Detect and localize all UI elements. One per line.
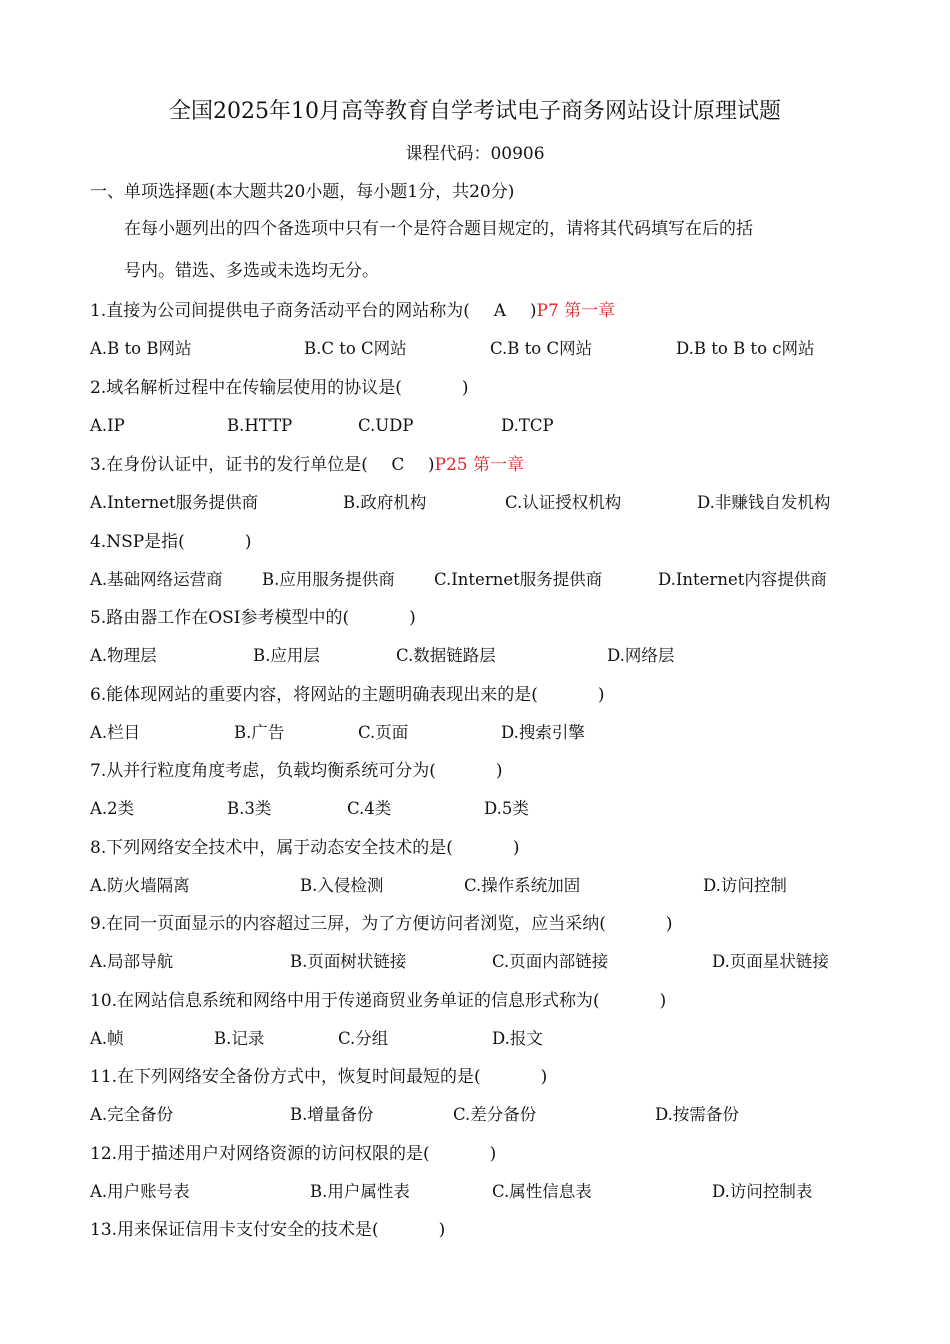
option-d: D.5类 [484,799,529,818]
closing-paren: ) [438,1220,446,1240]
option-b: B.C to C网站 [304,339,407,358]
option-d: D.按需备份 [655,1105,739,1124]
question-6 [90,683,605,707]
option-c: C.属性信息表 [492,1182,592,1201]
option-a: A.IP [90,416,125,435]
question-stem: 13.用来保证信用卡支付安全的技术是( [90,1220,379,1240]
option-a: A.2类 [90,799,135,818]
answer-blank: C [391,455,405,475]
options-row-1 [90,337,890,361]
question-stem: 9.在同一页面显示的内容超过三屏，为了方便访问者浏览，应当采纳( [90,914,606,934]
option-d: D.搜索引擎 [501,723,585,742]
option-c: C.页面内部链接 [492,952,609,971]
option-b: B.应用层 [253,646,320,665]
question-stem: 10.在网站信息系统和网络中用于传递商贸业务单证的信息形式称为( [90,991,600,1011]
options-row-2 [90,414,890,438]
option-d: D.访问控制 [703,876,787,895]
closing-paren: ) [659,991,667,1011]
option-a: A.Internet服务提供商 [90,493,259,512]
option-d: D.报文 [492,1029,543,1048]
question-stem: 4.NSP是指( [90,532,185,552]
options-row-12 [90,1180,890,1204]
page-reference-note: P7 第一章 [536,301,616,321]
option-a: A.防火墙隔离 [90,876,190,895]
option-c: C.页面 [358,723,409,742]
option-c: C.差分备份 [453,1105,537,1124]
option-b: B.政府机构 [343,493,427,512]
question-stem: 7.从并行粒度角度考虑，负载均衡系统可分为( [90,761,436,781]
exam-title: 全国2025年10月高等教育自学考试电子商务网站设计原理试题 [169,99,781,124]
options-row-4 [90,568,890,592]
question-stem: 11.在下列网络安全备份方式中，恢复时间最短的是( [90,1067,481,1087]
option-c: C.B to C网站 [490,339,593,358]
question-stem: 12.用于描述用户对网络资源的访问权限的是( [90,1144,430,1164]
option-a: A.B to B网站 [90,339,192,358]
question-10 [90,989,666,1013]
options-row-5 [90,644,890,668]
options-row-9 [90,950,890,974]
closing-paren: ) [489,1144,497,1164]
closing-paren: ) [597,685,605,705]
option-c: C.4类 [347,799,392,818]
question-stem: 6.能体现网站的重要内容，将网站的主题明确表现出来的是( [90,685,538,705]
closing-paren: ) [244,532,252,552]
option-d: D.页面星状链接 [712,952,829,971]
option-b: B.HTTP [227,416,293,435]
question-12 [90,1142,496,1166]
question-5 [90,606,416,630]
question-7 [90,759,503,783]
option-b: B.应用服务提供商 [262,570,395,589]
option-a: A.基础网络运营商 [90,570,223,589]
closing-paren: ) [427,455,435,475]
option-c: C.UDP [358,416,414,435]
question-13 [90,1218,445,1242]
page-reference-note: P25 第一章 [434,455,524,475]
option-d: D.B to B to c网站 [676,339,815,358]
question-stem: 3.在身份认证中，证书的发行单位是( [90,455,368,475]
options-row-10 [90,1027,890,1051]
option-c: C.分组 [338,1029,389,1048]
question-stem: 8.下列网络安全技术中，属于动态安全技术的是( [90,838,453,858]
closing-paren: ) [512,838,520,858]
question-11 [90,1065,547,1089]
question-9 [90,912,673,936]
question-1 [90,299,615,323]
option-d: D.网络层 [607,646,675,665]
option-b: B.入侵检测 [300,876,384,895]
options-row-8 [90,874,890,898]
question-stem: 2.域名解析过程中在传输层使用的协议是( [90,378,402,398]
option-d: D.Internet内容提供商 [658,570,827,589]
question-stem: 5.路由器工作在OSI参考模型中的( [90,608,350,628]
course-code: 课程代码：00906 [405,144,545,164]
closing-paren: ) [540,1067,548,1087]
instructions-line-1: 在每小题列出的四个备选项中只有一个是符合题目规定的，请将其代码填写在后的括 [124,219,753,239]
closing-paren: ) [529,301,537,321]
options-row-3 [90,491,890,515]
option-c: C.认证授权机构 [505,493,622,512]
options-row-6 [90,721,890,745]
option-b: B.增量备份 [290,1105,374,1124]
option-a: A.物理层 [90,646,157,665]
option-a: A.栏目 [90,723,141,742]
closing-paren: ) [495,761,503,781]
option-a: A.局部导航 [90,952,174,971]
option-d: D.访问控制表 [712,1182,813,1201]
option-b: B.3类 [227,799,272,818]
option-d: D.非赚钱自发机构 [697,493,831,512]
closing-paren: ) [461,378,469,398]
question-3 [90,453,524,477]
options-row-7 [90,797,890,821]
section-heading: 一、单项选择题(本大题共20小题，每小题1分，共20分) [90,182,515,202]
instructions-line-2: 号内。错选、多选或未选均无分。 [124,261,379,281]
option-d: D.TCP [501,416,554,435]
option-b: B.广告 [234,723,285,742]
option-a: A.用户账号表 [90,1182,190,1201]
question-4 [90,530,251,554]
option-c: C.数据链路层 [396,646,496,665]
closing-paren: ) [409,608,416,628]
question-stem: 1.直接为公司间提供电子商务活动平台的网站称为( [90,301,470,321]
answer-blank: A [493,301,506,321]
option-c: C.操作系统加固 [464,876,581,895]
question-2 [90,376,469,400]
option-b: B.用户属性表 [310,1182,410,1201]
option-c: C.Internet服务提供商 [434,570,603,589]
question-8 [90,836,520,860]
option-a: A.帧 [90,1029,124,1048]
option-b: B.页面树状链接 [290,952,407,971]
option-b: B.记录 [214,1029,265,1048]
option-a: A.完全备份 [90,1105,174,1124]
options-row-11 [90,1103,890,1127]
closing-paren: ) [665,914,673,934]
